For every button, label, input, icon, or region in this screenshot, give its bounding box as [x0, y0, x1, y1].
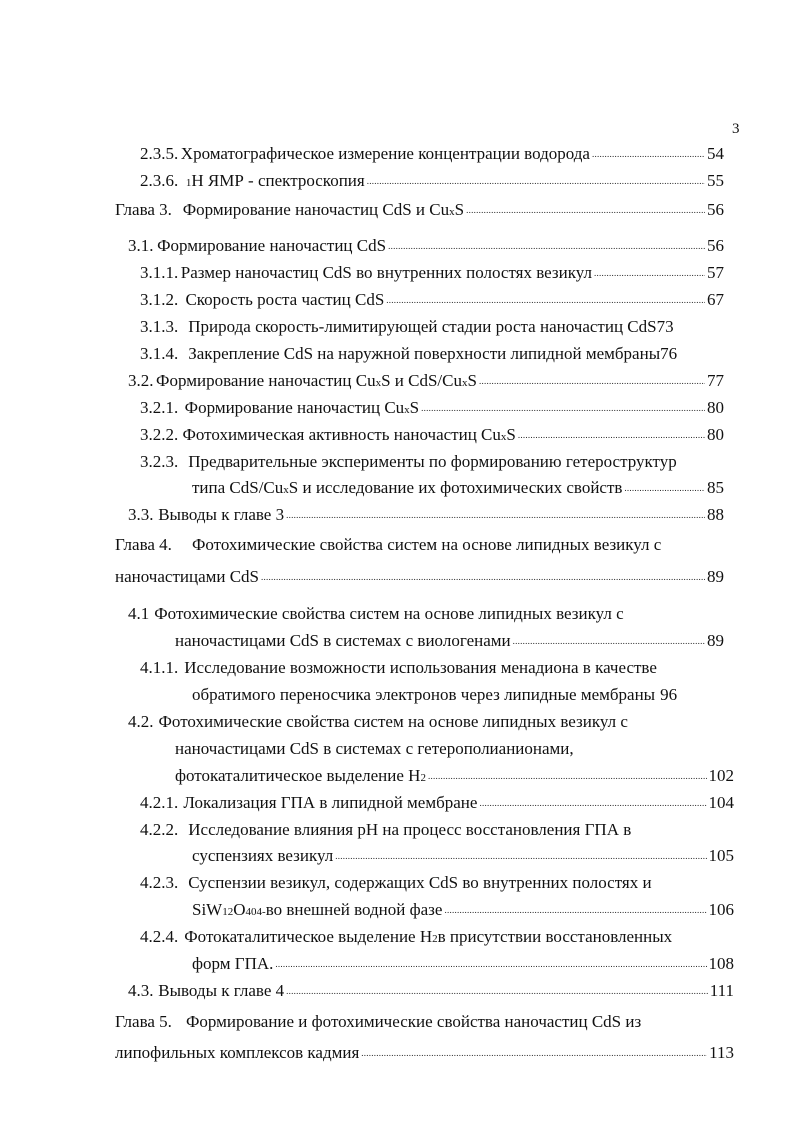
entry-title-end: S	[506, 425, 516, 444]
entry-number: 4.1	[128, 604, 150, 623]
toc-entry: 3.2. Формирование наночастиц Cu x S и CdS/Cu x S . . . 77	[128, 371, 724, 393]
dot-leader	[335, 844, 706, 866]
dot-leader	[624, 476, 705, 498]
dot-leader	[518, 423, 705, 445]
entry-title: наночастицами CdS	[115, 567, 260, 586]
entry-title: Хроматографическое измерение концентрации водорода	[180, 144, 590, 163]
entry-title-mid: O	[233, 900, 246, 919]
entry-title: Скорость роста частиц CdS	[185, 290, 385, 309]
entry-number: 4.2.	[128, 712, 154, 731]
entry-number: 3.1.3.	[140, 317, 179, 336]
toc-entry: 4.2.4. Фотокаталитическое выделение H 2 в присутствии восстановленных	[140, 927, 673, 946]
entry-page: 89	[707, 567, 724, 586]
toc-entry-continuation	[175, 739, 724, 759]
entry-title: типа CdS/Cu	[192, 478, 284, 497]
dot-leader	[466, 198, 705, 220]
entry-number: 4.2.3.	[140, 873, 179, 892]
entry-number: Глава 4.	[115, 535, 172, 554]
toc-entry	[140, 452, 740, 472]
dot-leader	[594, 261, 705, 283]
entry-title: Н ЯМР - спектроскопия	[191, 171, 365, 190]
toc-entry-continuation	[192, 685, 724, 705]
entry-title-line: Исследование влияния pH на процесс восстановления ГПА в	[188, 820, 632, 839]
entry-page: 56	[707, 236, 724, 255]
dot-leader	[479, 791, 706, 813]
toc-entry-continuation	[192, 954, 734, 976]
toc-entry	[140, 344, 724, 364]
entry-title-line: Фотохимические свойства систем на основе липидных везикул с	[154, 604, 624, 623]
toc-entry	[140, 658, 740, 678]
entry-number: Глава 5.	[115, 1012, 172, 1031]
entry-title-line: Фотохимические свойства систем на основе липидных везикул с	[158, 712, 628, 731]
entry-title: Локализация ГПА в липидной мембране	[183, 793, 478, 812]
dot-leader	[286, 503, 705, 525]
dot-leader	[275, 952, 706, 974]
entry-page: 96	[660, 685, 678, 704]
entry-number: 4.2.1.	[140, 793, 179, 812]
entry-page: 88	[707, 505, 724, 524]
entry-title-line: Исследование возможности использования менадиона в качестве	[184, 658, 657, 677]
entry-title-end: S	[409, 398, 420, 417]
entry-title: суспензиях везикул	[192, 846, 334, 865]
toc-entry-continuation	[115, 1043, 734, 1065]
toc-entry	[128, 505, 724, 527]
toc-entry-continuation	[192, 846, 734, 868]
entry-page: 111	[709, 981, 734, 1000]
entry-number: 3.2.2.	[140, 425, 179, 444]
entry-title: фотокаталитическое выделение H	[175, 766, 421, 785]
entry-page: 54	[707, 144, 724, 163]
entry-page: 55	[707, 171, 724, 190]
entry-page: 108	[708, 954, 734, 973]
dot-leader	[386, 288, 705, 310]
dot-leader	[592, 142, 705, 164]
entry-title: обратимого переносчика электронов через липидные мембраны	[192, 685, 656, 704]
entry-page: 102	[708, 766, 734, 785]
toc-entry	[115, 1012, 735, 1032]
entry-title: Выводы к главе 4	[158, 981, 285, 1000]
toc-entry-continuation: SiW 12 O 40 4- во внешней водной фазе . . . 106	[192, 900, 734, 922]
entry-number: 2.3.5.	[140, 144, 179, 163]
dot-leader	[367, 169, 705, 191]
entry-title-line: Предварительные эксперименты по формированию гетероструктур	[188, 452, 677, 471]
entry-title: Формирование наночастиц Cu	[184, 398, 405, 417]
toc-entry	[128, 604, 728, 624]
entry-number: 3.1.2.	[140, 290, 179, 309]
dot-leader	[261, 565, 705, 587]
entry-page: 57	[707, 263, 724, 282]
entry-page: 56	[707, 200, 724, 219]
entry-title-end: S	[467, 371, 477, 390]
entry-title-line: Суспензии везикул, содержащих CdS во внутренних полостях и	[188, 873, 652, 892]
toc-entry: 3.2.2. Фотохимическая активность наночастиц Cu x S . . . 80	[140, 425, 724, 447]
entry-page: 89	[707, 631, 724, 650]
toc-entry-continuation	[175, 631, 724, 653]
dot-leader	[513, 629, 705, 651]
entry-number: 3.1.1.	[140, 263, 179, 282]
entry-title: наночастицами CdS в системах с виологенами	[175, 631, 511, 650]
dot-leader	[421, 396, 705, 418]
toc-entry-continuation: типа CdS/Cu x S и исследование их фотохимических свойств . . . 85	[192, 478, 724, 500]
entry-number: 3.2.	[128, 371, 154, 390]
dot-leader	[479, 369, 705, 391]
entry-title: Природа скорость-лимитирующей стадии роста наночастиц CdS	[188, 317, 657, 336]
entry-title-line: Фотохимические свойства систем на основе липидных везикул с	[191, 535, 662, 554]
entry-title-end: S	[454, 200, 465, 219]
entry-title-line: Формирование и фотохимические свойства наночастиц CdS из	[185, 1012, 642, 1031]
entry-title: форм ГПА.	[192, 954, 274, 973]
entry-page: 80	[707, 425, 724, 444]
dot-leader	[428, 764, 707, 786]
entry-page: 104	[708, 793, 734, 812]
toc-entry: Глава 3. Формирование наночастиц CdS и Cu x S . . . 56	[115, 200, 724, 222]
dot-leader	[388, 234, 705, 256]
entry-title: SiW	[192, 900, 223, 919]
entry-number: 3.3.	[128, 505, 154, 524]
entry-title-end: S и исследование их фотохимических свойств	[288, 478, 623, 497]
toc-entry: 2.3.6. 1 Н ЯМР - спектроскопия . . . 55	[140, 171, 724, 193]
entry-number: 4.1.1.	[140, 658, 179, 677]
dot-leader	[361, 1041, 707, 1063]
entry-page: 67	[707, 290, 724, 309]
entry-title: Формирование наночастиц CdS	[157, 236, 387, 255]
dot-leader	[444, 898, 706, 920]
toc-entry	[128, 712, 728, 732]
entry-title: Фотохимическая активность наночастиц Cu	[182, 425, 501, 444]
entry-title: Размер наночастиц CdS во внутренних полостях везикул	[180, 263, 592, 282]
entry-title: Закрепление CdS на наружной поверхности липидной мембраны	[188, 344, 661, 363]
entry-title-line: наночастицами CdS в системах с гетерополианионами,	[175, 739, 574, 758]
toc-entry: 3.2.1. Формирование наночастиц Cu x S . . . 80	[140, 398, 724, 420]
entry-number: 4.3.	[128, 981, 154, 1000]
entry-title-mid: S и CdS/Cu	[381, 371, 462, 390]
entry-number: Глава 3.	[115, 200, 172, 219]
toc-entry-continuation	[115, 567, 724, 589]
entry-title-line-end: в присутствии восстановленных	[437, 927, 673, 946]
entry-page: 85	[707, 478, 724, 497]
entry-page: 80	[707, 398, 724, 417]
entry-number: 4.2.2.	[140, 820, 179, 839]
entry-page: 76	[660, 344, 678, 363]
entry-title: Формирование наночастиц Cu	[156, 371, 376, 390]
toc-entry	[140, 317, 724, 337]
entry-number: 3.2.3.	[140, 452, 179, 471]
toc-entry	[115, 535, 735, 555]
entry-page: 105	[708, 846, 734, 865]
toc-entry	[140, 144, 724, 166]
toc-entry	[140, 793, 734, 815]
entry-page: 113	[709, 1043, 734, 1062]
entry-number: 3.1.	[128, 236, 154, 255]
entry-page: 77	[707, 371, 724, 390]
entry-title: Выводы к главе 3	[158, 505, 285, 524]
toc-entry	[140, 820, 740, 840]
entry-title-line: Фотокаталитическое выделение H	[184, 927, 433, 946]
toc-entry	[128, 236, 724, 258]
toc-entry	[128, 981, 734, 1003]
toc-entry	[140, 873, 740, 893]
entry-page: 73	[656, 317, 674, 336]
entry-title-end: во внешней водной фазе	[265, 900, 443, 919]
dot-leader	[286, 979, 708, 1001]
page-number: 3	[732, 121, 740, 137]
entry-title: липофильных комплексов кадмия	[115, 1043, 360, 1062]
entry-title: Формирование наночастиц CdS и Cu	[182, 200, 450, 219]
toc-entry-continuation: фотокаталитическое выделение H 2 . . . 102	[175, 766, 734, 788]
entry-page: 106	[708, 900, 734, 919]
toc-entry	[140, 290, 724, 312]
entry-number: 3.1.4.	[140, 344, 179, 363]
entry-number: 3.2.1.	[140, 398, 179, 417]
toc-entry	[140, 263, 724, 285]
entry-number: 4.2.4.	[140, 927, 179, 946]
entry-number: 2.3.6.	[140, 171, 179, 190]
